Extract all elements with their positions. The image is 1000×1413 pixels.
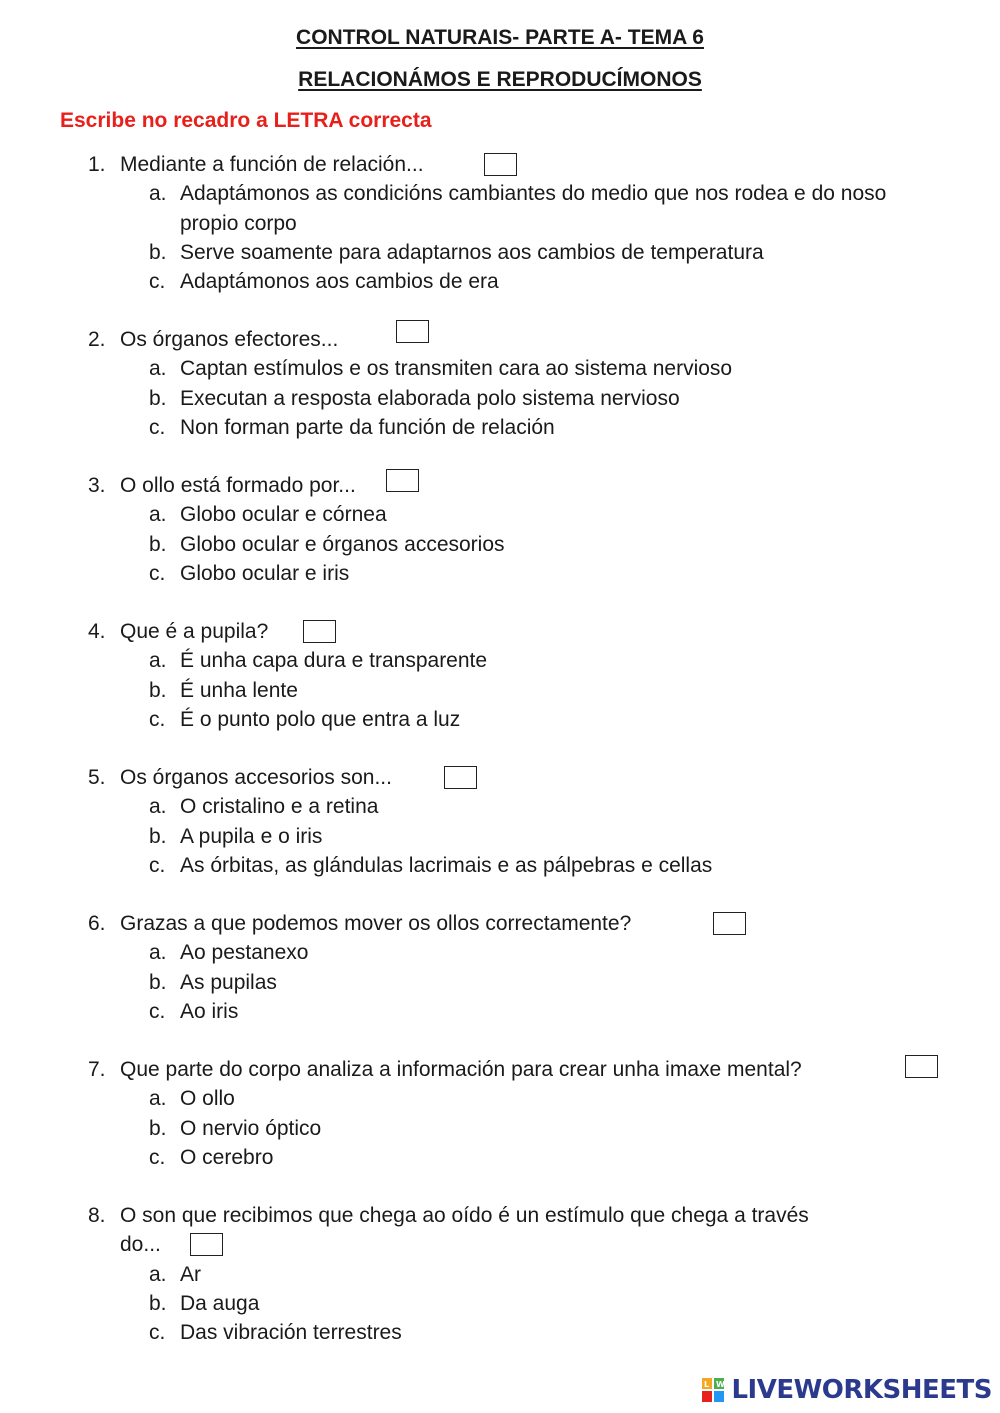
liveworksheets-logo [701,1375,992,1405]
svg-text:L: L [704,1380,710,1389]
option-letter: c. [149,1145,166,1169]
option-a [88,792,968,821]
option-text: É unha capa dura e transparente [180,649,488,673]
question-number: 3. [88,474,106,497]
option-letter: c. [149,561,166,585]
question-number: 5. [88,766,106,789]
option-text: As órbitas, as glándulas lacrimais e as pálpebras e cellas [180,853,713,877]
svg-text:W: W [716,1380,726,1389]
question-text: O son que recibimos que chega ao oído é un estímulo que chega a través [120,1204,809,1227]
option-letter: a. [149,182,167,206]
option-text: As pupilas [180,970,277,994]
question-1 [88,150,968,296]
option-b [88,822,968,851]
answer-box-2[interactable] [396,320,429,343]
option-b [88,968,968,997]
option-letter: b. [149,532,167,556]
option-a [88,1260,968,1289]
question-4 [88,617,968,734]
option-text: Captan estímulos e os transmiten cara ao sistema nervioso [180,357,733,381]
option-b [88,1289,968,1318]
question-text: Que é a pupila? [120,620,269,643]
option-b [88,384,968,413]
option-letter: b. [149,386,167,410]
question-text: Grazas a que podemos mover os ollos correctamente? [120,912,632,935]
option-text: Das vibración terrestres [180,1321,402,1345]
option-letter: a. [149,1262,167,1286]
answer-box-1[interactable] [484,153,517,176]
question-number: 6. [88,912,106,935]
option-text: Globo ocular e iris [180,561,350,585]
option-letter: a. [149,649,167,673]
option-b [88,238,968,267]
question-number: 4. [88,620,106,643]
option-letter: a. [149,795,167,819]
option-b [88,530,968,559]
option-a [88,1084,968,1113]
question-number: 7. [88,1058,106,1081]
worksheet-title: CONTROL NATURAIS- PARTE A- TEMA 6 [296,26,704,49]
option-letter: c. [149,1321,166,1345]
option-text: Ar [180,1262,201,1286]
option-a [88,500,968,529]
question-7 [88,1055,968,1172]
option-c [88,559,968,588]
instruction-text: Escribe no recadro a LETRA correcta [60,109,432,132]
question-number: 1. [88,153,106,176]
option-text: É unha lente [180,678,298,702]
question-text: O ollo está formado por... [120,474,356,497]
answer-box-7[interactable] [905,1055,938,1078]
question-5 [88,763,968,880]
option-text: Da auga [180,1291,260,1315]
option-letter: b. [149,678,167,702]
option-letter: b. [149,824,167,848]
question-text: Mediante a función de relación... [120,153,424,176]
option-text: O cerebro [180,1145,274,1169]
option-text: É o punto polo que entra a luz [180,707,461,731]
logo-mark-icon [701,1377,725,1403]
question-3 [88,471,968,588]
option-letter: b. [149,240,167,264]
option-text: Adaptámonos aos cambios de era [180,270,499,294]
answer-box-4[interactable] [303,620,336,643]
question-text: Os órganos efectores... [120,328,339,351]
question-text-continued: do... [120,1233,161,1257]
option-letter: b. [149,1116,167,1140]
option-text: Ao pestanexo [180,941,309,965]
option-letter: c. [149,707,166,731]
question-text: Os órganos accesorios son... [120,766,392,789]
worksheet-subtitle: RELACIONÁMOS E REPRODUCÍMONOS [298,68,702,91]
option-letter: a. [149,1087,167,1111]
question-number: 8. [88,1204,106,1227]
option-a [88,179,968,238]
option-letter: c. [149,999,166,1023]
option-text: Non forman parte da función de relación [180,415,555,439]
option-a [88,646,968,675]
option-c [88,413,968,442]
option-c [88,851,968,880]
option-text: Globo ocular e órganos accesorios [180,532,505,556]
question-number: 2. [88,328,106,351]
option-b [88,1114,968,1143]
option-text: Adaptámonos as condicións cambiantes do medio que nos rodea e do noso propio corpo [180,182,887,235]
question-8 [88,1201,968,1347]
answer-box-5[interactable] [444,766,477,789]
answer-box-6[interactable] [713,912,746,935]
option-letter: a. [149,357,167,381]
answer-box-3[interactable] [386,469,419,492]
option-text: Serve soamente para adaptarnos aos cambios de temperatura [180,240,764,264]
option-c [88,1318,968,1347]
question-2 [88,325,968,442]
brand-name: LIVEWORKSHEETS [731,1375,992,1405]
option-c [88,705,968,734]
option-letter: a. [149,941,167,965]
option-letter: b. [149,970,167,994]
option-text: Globo ocular e córnea [180,503,387,527]
question-6 [88,909,968,1026]
option-c [88,267,968,296]
option-text: Ao iris [180,999,239,1023]
option-letter: c. [149,270,166,294]
option-c [88,997,968,1026]
option-c [88,1143,968,1172]
option-letter: a. [149,503,167,527]
option-letter: c. [149,415,166,439]
answer-box-8[interactable] [190,1233,223,1256]
option-letter: b. [149,1291,167,1315]
option-a [88,354,968,383]
option-text: O cristalino e a retina [180,795,379,819]
option-letter: c. [149,853,166,877]
option-text: O ollo [180,1087,235,1111]
option-text: Executan a resposta elaborada polo sistema nervioso [180,386,680,410]
option-b [88,676,968,705]
option-text: O nervio óptico [180,1116,322,1140]
option-text: A pupila e o iris [180,824,323,848]
question-text: Que parte do corpo analiza a información para crear unha imaxe mental? [120,1058,802,1081]
option-a [88,938,968,967]
